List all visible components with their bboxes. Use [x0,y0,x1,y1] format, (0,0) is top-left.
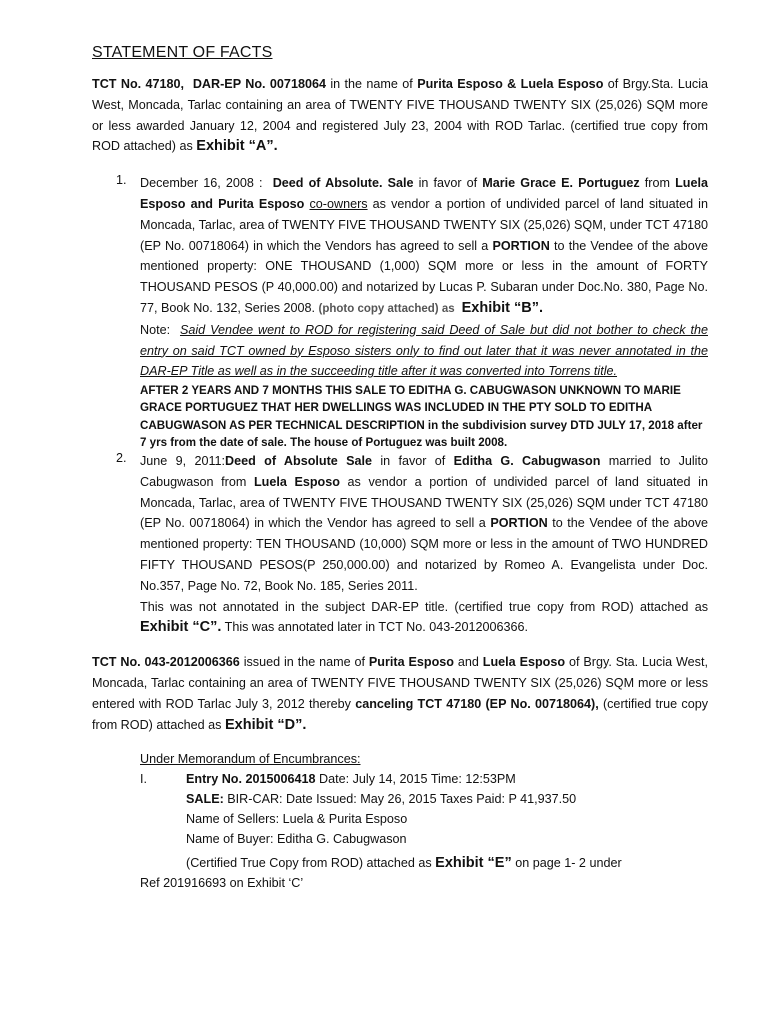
roman-numeral: I. [140,772,147,787]
fact-item-2 [92,451,708,638]
exhibit-c: Exhibit “C”. [140,619,222,636]
intro-paragraph: TCT No. 47180, DAR-EP No. 00718064 in the name of Purita Esposo & Luela Esposo of Brgy.Sta. Lucia West, Moncada, Tarlac containing an area of TWENTY FIVE THOUSAND TWENTY SIX (25,026) SQM more or less awarded January 12, 2004 and registered July 23, 2004 with ROD Tarlac. (certified true copy from ROD attached) as Exhibit “A”. [92,77,709,155]
sale-line: SALE: BIR-CAR: Date Issued: May 26, 2015 Taxes Paid: P 41,937.50 [186,792,577,807]
sellers-line: Name of Sellers: Luela & Purita Esposo [186,812,408,827]
exhibit-a: Exhibit “A”. [196,138,278,155]
cert-line: (Certified True Copy from ROD) attached as Exhibit “E” on page 1- 2 under [186,855,622,872]
note-paragraph: Note: Said Vendee went to ROD for registering said Deed of Sale but did not bother to check the entry on said TCT owned by Esposo sisters only to find out later that it was never annotated in the DAR-EP Title as well as in the succeeding title after it was converted into Torrens title. [140,322,708,379]
tct-number: TCT No. 47180, [92,77,185,91]
item-1-text: December 16, 2008 : Deed of Absolute. Sale in favor of Marie Grace E. Portuguez from Luela Esposo and Purita Esposo co-owners as vendor a portion of undivided parcel of land situated in Moncada, Tarlac, area of TWENTY FIVE THOUSAND TWENTY SIX (25,026) SQM, under TCT 47180 (EP No. 00718064) in which the Vendors has agreed to sell a PORTION to the Vendee of the above mentioned property: ONE THOUSAND (1,000) SQM more or less in the amount of FORTY THOUSAND PESOS (P 40,000.00) and notarized by Lucas P. Subaran under Doc.No. 380, Page No. 77, Book No. 132, Series 2008. (photo copy attached) as Exhibit “B”. [140,176,708,316]
caps-remark: AFTER 2 YEARS AND 7 MONTHS THIS SALE TO EDITHA G. CABUGWASON UNKNOWN TO MARIE GRACE PORTUGUEZ THAT HER DWELLINGS WAS INCLUDED IN THE PTY SOLD TO EDITHA CABUGWASON AS PER TECHNICAL DESCRIPTION in the subdivision survey DTD JULY 17, 2018 after 7 yrs from the date of sale. The house of Portuguez was built 2008. [140,384,703,449]
dar-ep-number: DAR-EP No. 00718064 [192,77,326,91]
exhibit-d: Exhibit “D”. [224,716,307,733]
entry-line: Entry No. 2015006418 Date: July 14, 2015 Time: 12:53PM [186,772,516,787]
item-number: 1. [116,173,127,188]
document-title: STATEMENT OF FACTS [92,44,273,61]
memo-heading: Under Memorandum of Encumbrances: [140,752,361,767]
item-2-text: June 9, 2011:Deed of Absolute Sale in favor of Editha G. Cabugwason married to Julito Cabugwason from Luela Esposo as vendor a portion of undivided parcel of land situated in Moncada, Tarlac, area of TWENTY FIVE THOUSAND TWENTY SIX (25,026) SQM under TCT 47180 (EP No. 00718064) in which the Vendor has agreed to sell a PORTION to the Vendee of the above mentioned property: TEN THOUSAND (10,000) SQM more or less in the amount of TWO HUNDRED FIFTY THOUSAND PESOS(P 250,000.00) and notarized by Romeo A. Evangelista under Doc. No.357, Page No. 72, Book No. 185, Series 2011. [140,453,708,593]
fact-item-1 [92,173,708,451]
ref-line: Ref 201916693 on Exhibit ‘C’ [140,876,304,891]
owners: Purita Esposo & Luela Esposo [417,77,604,91]
item-number: 2. [116,450,127,465]
buyer-line: Name of Buyer: Editha G. Cabugwason [186,832,407,847]
exhibit-b: Exhibit “B”. [461,299,544,316]
exhibit-e: Exhibit “E” [435,855,512,872]
memo-entry [140,769,708,873]
tct2-paragraph: TCT No. 043-2012006366 issued in the name of Purita Esposo and Luela Esposo of Brgy. Sta. Lucia West, Moncada, Tarlac containing an area of TWENTY FIVE THOUSAND TWENTY SIX (25,026) SQM more or less entered with ROD Tarlac July 3, 2012 thereby canceling TCT 47180 (EP No. 00718064), (certified true copy from ROD) attached as Exhibit “D”. [92,655,708,733]
memorandum-section [92,749,708,893]
item-2-annotation: This was not annotated in the subject DAR-EP title. (certified true copy from ROD) attached as Exhibit “C”. This was annotated later in TCT No. 043-2012006366. [140,599,708,636]
